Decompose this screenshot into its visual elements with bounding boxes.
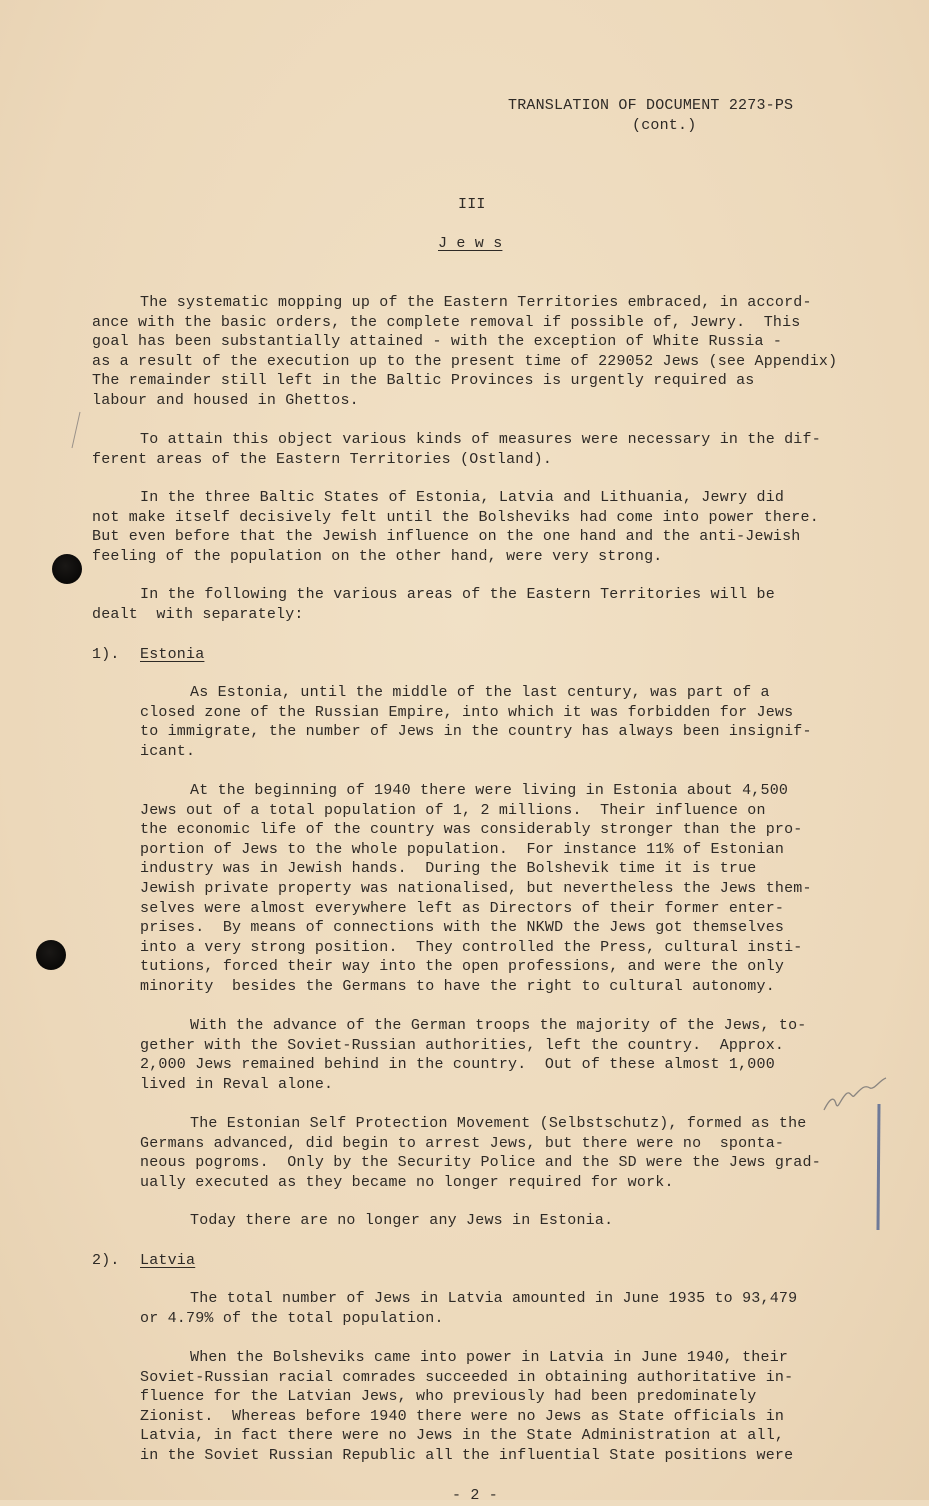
paragraph-line: Germans advanced, did begin to arrest Jews, but there were no sponta- bbox=[140, 1135, 785, 1152]
paragraph-line: feeling of the population on the other hand, were very strong. bbox=[92, 548, 663, 565]
paragraph-line: Soviet-Russian racial comrades succeeded in obtaining authoritative in- bbox=[140, 1369, 794, 1386]
paragraph-line: icant. bbox=[140, 743, 196, 760]
paragraph-line: into a very strong position. They controlled the Press, cultural insti- bbox=[140, 939, 803, 956]
paragraph-line: At the beginning of 1940 there were living in Estonia about 4,500 bbox=[190, 782, 789, 799]
paragraph-line: goal has been substantially attained - with the exception of White Russia - bbox=[92, 333, 783, 350]
paragraph-line: ferent areas of the Eastern Territories (Ostland). bbox=[92, 451, 553, 468]
paragraph-line: Jews out of a total population of 1, 2 millions. Their influence on bbox=[140, 802, 766, 819]
paragraph-line: the economic life of the country was considerably stronger than the pro- bbox=[140, 821, 803, 838]
paragraph-line: When the Bolsheviks came into power in Latvia in June 1940, their bbox=[190, 1349, 789, 1366]
paragraph-line: dealt with separately: bbox=[92, 606, 304, 623]
paragraph-line: With the advance of the German troops the majority of the Jews, to- bbox=[190, 1017, 807, 1034]
paragraph-line: as a result of the execution up to the present time of 229052 Jews (see Appendix) bbox=[92, 353, 838, 370]
paragraph-line: Jewish private property was nationalised, but nevertheless the Jews them- bbox=[140, 880, 812, 897]
paragraph-line: prises. By means of connections with the NKWD the Jews got themselves bbox=[140, 919, 785, 936]
paragraph-line: ually executed as they became no longer required for work. bbox=[140, 1174, 674, 1191]
paragraph-line: neous pogroms. Only by the Security Police and the SD were the Jews grad- bbox=[140, 1154, 821, 1171]
paragraph-line: industry was in Jewish hands. During the Bolshevik time it is true bbox=[140, 860, 757, 877]
punch-hole-icon bbox=[52, 554, 82, 584]
paragraph-line: The Estonian Self Protection Movement (Selbstschutz), formed as the bbox=[190, 1115, 807, 1132]
margin-line-icon bbox=[874, 1102, 884, 1232]
paragraph-line: Zionist. Whereas before 1940 there were no Jews as State officials in bbox=[140, 1408, 785, 1425]
paragraph-line: The total number of Jews in Latvia amounted in June 1935 to 93,479 bbox=[190, 1290, 798, 1307]
paragraph-line: In the three Baltic States of Estonia, Latvia and Lithuania, Jewry did bbox=[140, 489, 785, 506]
section-number-estonia: 1). bbox=[92, 646, 120, 663]
paragraph-line: minority besides the Germans to have the right to cultural autonomy. bbox=[140, 978, 775, 995]
paragraph-line: The remainder still left in the Baltic Provinces is urgently required as bbox=[92, 372, 755, 389]
paragraph-line: gether with the Soviet-Russian authorities, left the country. Approx. bbox=[140, 1037, 785, 1054]
paragraph-line: tutions, forced their way into the open professions, and were the only bbox=[140, 958, 785, 975]
pencil-mark-icon bbox=[820, 1070, 900, 1130]
paragraph-line: ance with the basic orders, the complete removal if possible of, Jewry. This bbox=[92, 314, 801, 331]
section-number-latvia: 2). bbox=[92, 1252, 120, 1269]
paragraph-line: in the Soviet Russian Republic all the influential State positions were bbox=[140, 1447, 794, 1464]
paragraph-line: As Estonia, until the middle of the last century, was part of a bbox=[190, 684, 770, 701]
paragraph-line: lived in Reval alone. bbox=[140, 1076, 334, 1093]
paragraph-line: portion of Jews to the whole population. For instance 11% of Estonian bbox=[140, 841, 785, 858]
paragraph-line: fluence for the Latvian Jews, who previously had been predominately bbox=[140, 1388, 757, 1405]
paragraph-line: closed zone of the Russian Empire, into which it was forbidden for Jews bbox=[140, 704, 794, 721]
paragraph-line: Today there are no longer any Jews in Estonia. bbox=[190, 1212, 614, 1229]
header-subtitle: (cont.) bbox=[632, 117, 697, 134]
paragraph-line: Latvia, in fact there were no Jews in the State Administration at all, bbox=[140, 1427, 785, 1444]
section-heading-estonia: Estonia bbox=[140, 646, 205, 663]
paragraph-line: selves were almost everywhere left as Directors of their former enter- bbox=[140, 900, 785, 917]
section-heading-latvia: Latvia bbox=[140, 1252, 196, 1269]
page-number: - 2 - bbox=[452, 1487, 499, 1504]
paragraph-line: In the following the various areas of the Eastern Territories will be bbox=[140, 586, 775, 603]
paragraph-line: 2,000 Jews remained behind in the country. Out of these almost 1,000 bbox=[140, 1056, 775, 1073]
paragraph-line: or 4.79% of the total population. bbox=[140, 1310, 444, 1327]
paragraph-line: But even before that the Jewish influence on the one hand and the anti-Jewish bbox=[92, 528, 801, 545]
section-heading: J e w s bbox=[438, 235, 503, 252]
paragraph-line: The systematic mopping up of the Eastern Territories embraced, in accord- bbox=[140, 294, 812, 311]
paragraph-line: labour and housed in Ghettos. bbox=[92, 392, 359, 409]
punch-hole-icon bbox=[36, 940, 66, 970]
header-title: TRANSLATION OF DOCUMENT 2273-PS bbox=[508, 97, 794, 114]
pencil-tick-icon bbox=[66, 410, 86, 450]
section-numeral: III bbox=[458, 196, 486, 213]
paragraph-line: not make itself decisively felt until the Bolsheviks had come into power there. bbox=[92, 509, 819, 526]
paragraph-line: to immigrate, the number of Jews in the country has always been insignif- bbox=[140, 723, 812, 740]
paragraph-line: To attain this object various kinds of measures were necessary in the dif- bbox=[140, 431, 821, 448]
